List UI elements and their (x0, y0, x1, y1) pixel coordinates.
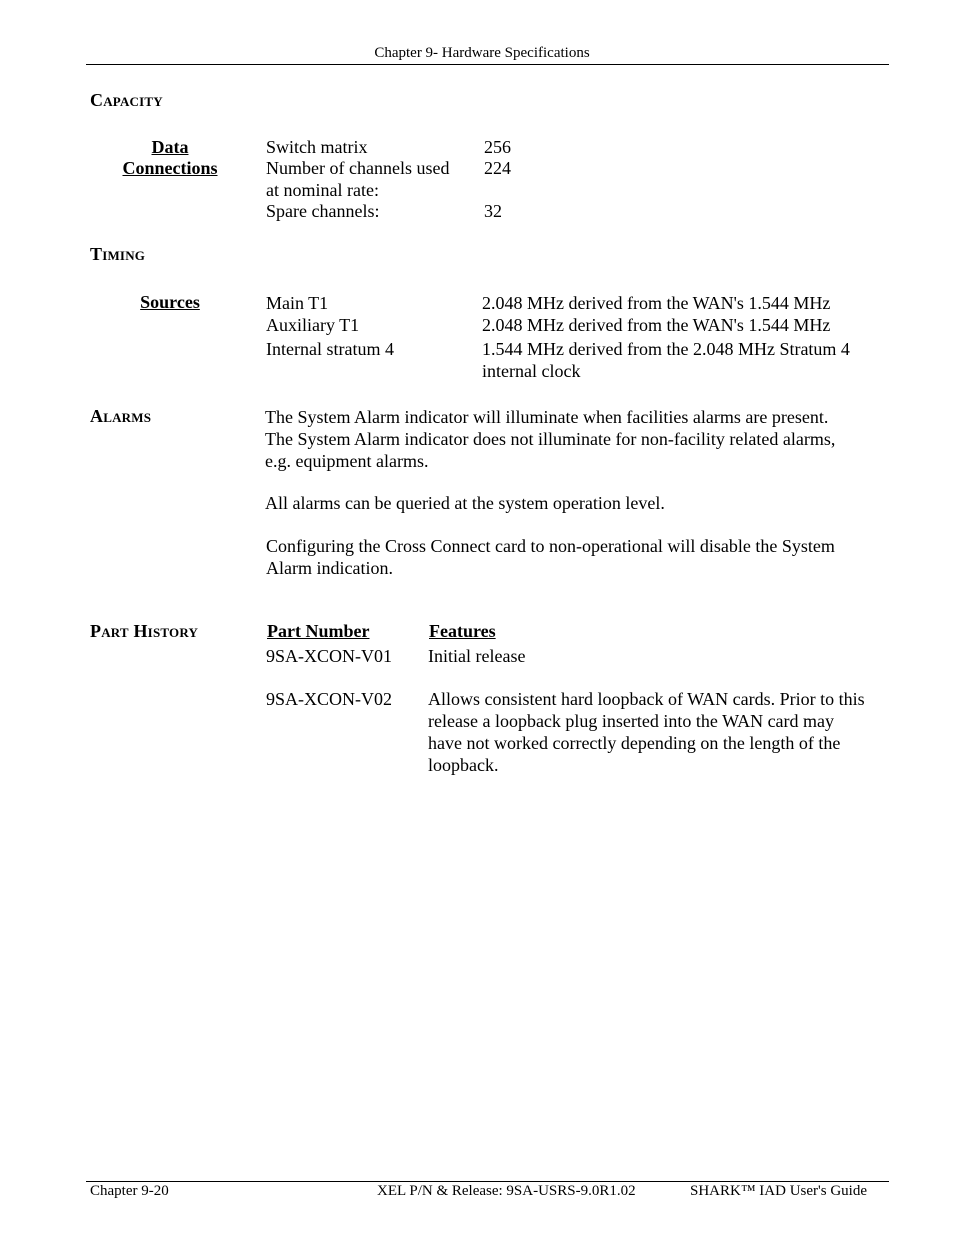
capacity-row-name: Switch matrix (266, 137, 368, 157)
capacity-row-name: Number of channels used (266, 158, 450, 178)
part-number-cell: 9SA-XCON-V02 (266, 689, 392, 709)
page-header-title: Chapter 9- Hardware Specifications (374, 45, 590, 61)
features-cell-line: release a loopback plug inserted into the WAN card may (428, 711, 835, 731)
part-number-cell: 9SA-XCON-V01 (266, 646, 392, 666)
part-number-column-header: Part Number (267, 621, 370, 641)
capacity-row-value: 224 (484, 158, 511, 178)
alarms-paragraph-1 (265, 406, 835, 472)
capacity-label (110, 137, 230, 179)
footer-guide-title: SHARK™ IAD User's Guide (690, 1183, 867, 1199)
timing-row-value: 2.048 MHz derived from the WAN's 1.544 MHz (482, 315, 831, 335)
timing-row-name: Main T1 (266, 293, 329, 313)
footer-release: XEL P/N & Release: 9SA-USRS-9.0R1.02 (377, 1183, 636, 1199)
section-heading-capacity: Capacity (90, 90, 163, 110)
timing-row-value: 1.544 MHz derived from the 2.048 MHz Stratum 4 (482, 339, 850, 359)
timing-label-sources: Sources (140, 292, 200, 312)
alarms-paragraph-2: All alarms can be queried at the system operation level. (265, 493, 665, 513)
features-cell-line: loopback. (428, 755, 499, 775)
footer-page-number: Chapter 9-20 (90, 1183, 169, 1199)
section-heading-alarms: Alarms (90, 406, 152, 426)
capacity-row-name: at nominal rate: (266, 180, 379, 200)
capacity-row-value: 256 (484, 137, 511, 157)
alarms-paragraph-1-line: The System Alarm indicator will illuminate when facilities alarms are present. (265, 407, 829, 427)
alarms-paragraph-3-line: Alarm indication. (266, 558, 393, 578)
alarms-paragraph-1-line: The System Alarm indicator does not illuminate for non-facility related alarms, (265, 429, 836, 449)
capacity-label-line2: Connections (122, 158, 218, 178)
alarms-paragraph-3 (266, 535, 835, 579)
capacity-row-name: Spare channels: (266, 201, 380, 221)
header-rule (86, 64, 889, 65)
features-cell-line: Allows consistent hard loopback of WAN cards. Prior to this (428, 689, 865, 709)
footer-rule (86, 1181, 889, 1182)
capacity-row-value: 32 (484, 201, 502, 221)
timing-row-value: 2.048 MHz derived from the WAN's 1.544 MHz (482, 293, 831, 313)
timing-row-name: Internal stratum 4 (266, 339, 394, 359)
alarms-paragraph-1-line: e.g. equipment alarms. (265, 451, 429, 471)
section-heading-part-history: Part History (90, 621, 199, 641)
features-cell-line: have not worked correctly depending on the length of the (428, 733, 841, 753)
features-column-header: Features (429, 621, 496, 641)
capacity-label-line1: Data (151, 137, 189, 157)
timing-row-name: Auxiliary T1 (266, 315, 360, 335)
section-heading-timing: Timing (90, 244, 146, 264)
features-cell (428, 688, 865, 776)
alarms-paragraph-3-line: Configuring the Cross Connect card to non-operational will disable the System (266, 536, 835, 556)
timing-row-value: internal clock (482, 361, 581, 381)
features-cell: Initial release (428, 646, 526, 666)
